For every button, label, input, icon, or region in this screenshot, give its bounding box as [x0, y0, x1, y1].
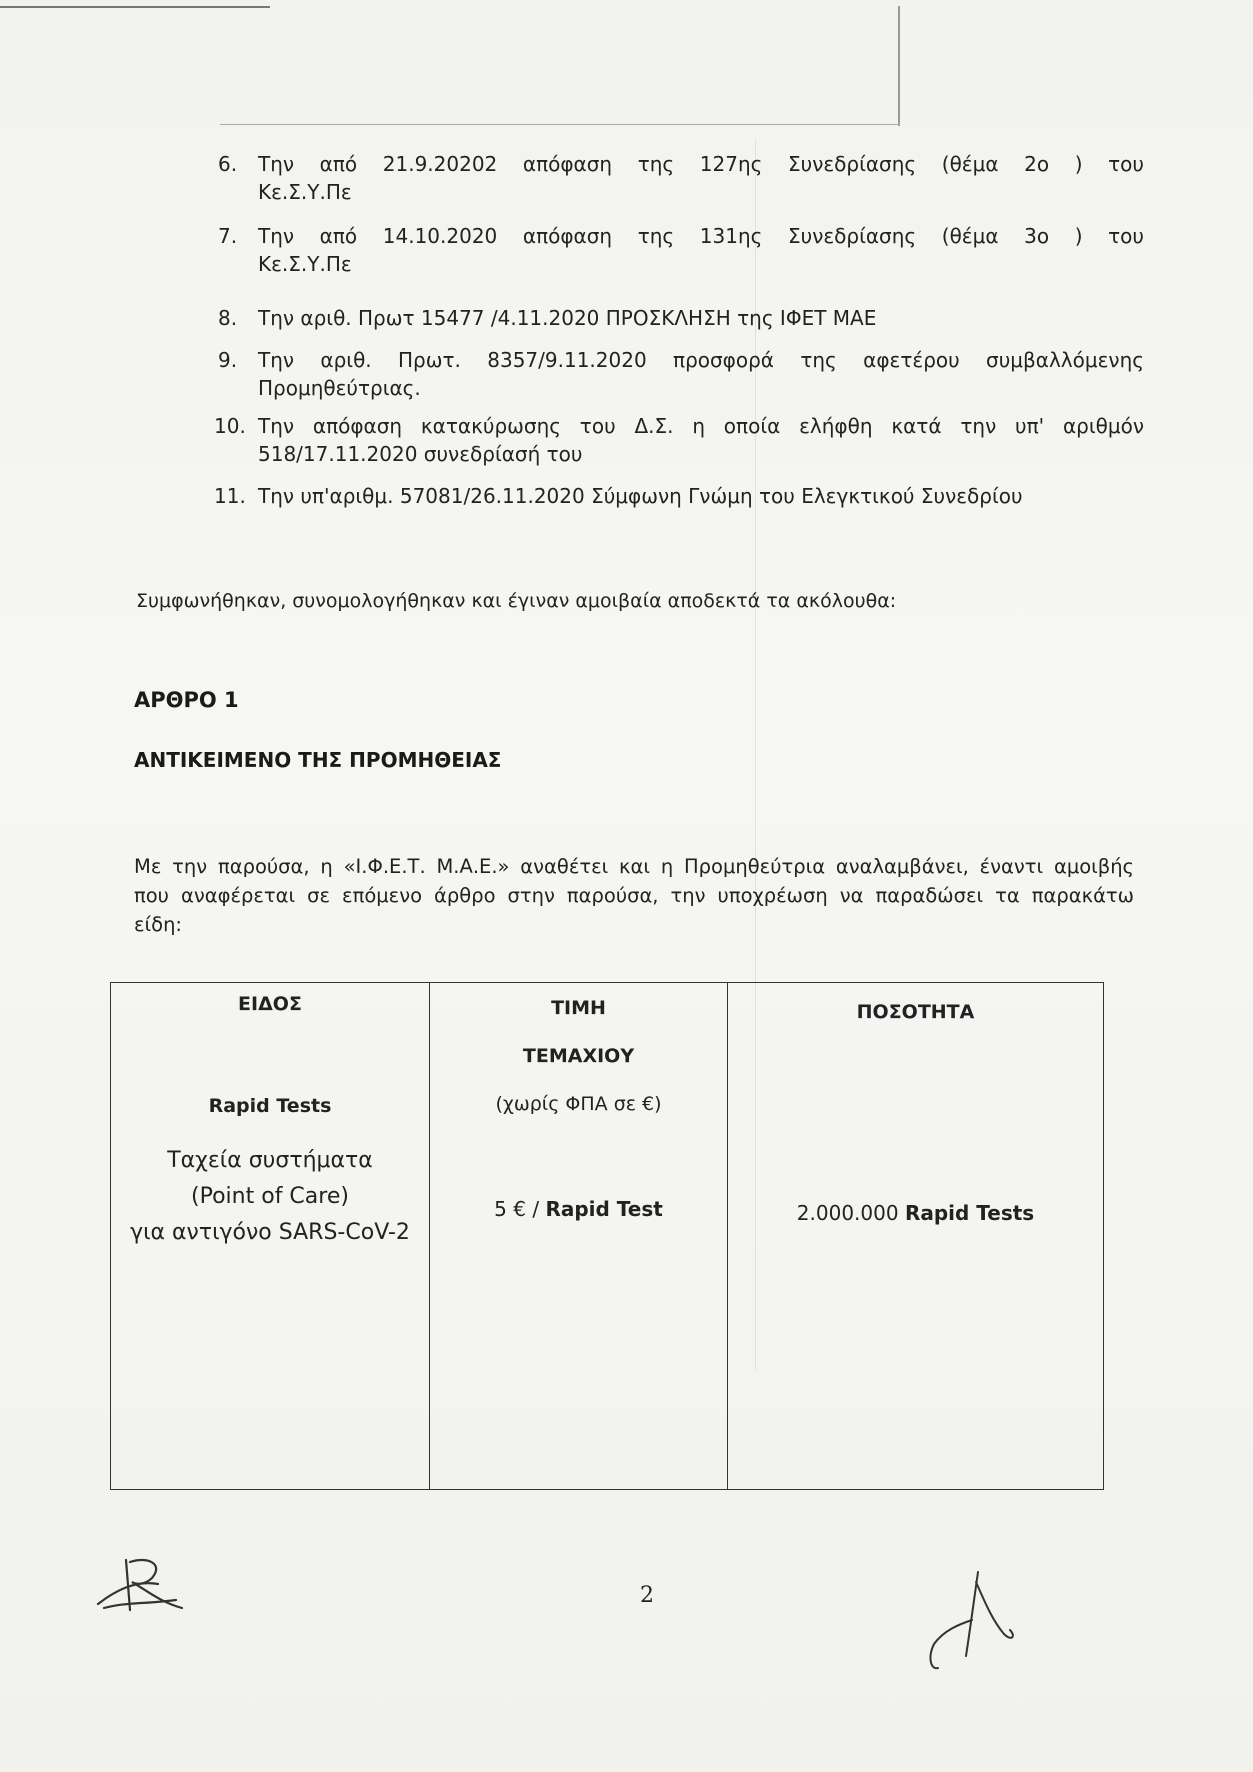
- table-cell-price: [430, 983, 728, 1490]
- unit-price-amount: 5 € /: [494, 1197, 546, 1221]
- item-description: [111, 1143, 429, 1251]
- agreement-statement: Συμφωνήθηκαν, συνομολογήθηκαν και έγιναν αμοιβαία αποδεκτά τα ακόλουθα:: [136, 590, 897, 612]
- paragraph-line: είδη:: [134, 913, 182, 936]
- column-header-price: ΤΙΜΗ: [551, 997, 606, 1019]
- list-item-text: Την απόφαση κατακύρωσης του Δ.Σ. η οποία ελήφθη κατά την υπ' αριθμόν: [258, 414, 1144, 438]
- page-number: 2: [640, 1583, 654, 1608]
- list-item-continuation: Κε.Σ.Υ.Πε: [258, 180, 352, 204]
- item-description-line: Ταχεία συστήματα: [167, 1148, 373, 1173]
- scan-edge-top-right: [898, 6, 900, 126]
- list-item-text: Την από 14.10.2020 απόφαση της 131ης Συνεδρίασης (θέμα 3ο ) του: [258, 224, 1144, 248]
- unit-price: [430, 1197, 727, 1221]
- list-item-continuation: Κε.Σ.Υ.Πε: [258, 252, 352, 276]
- list-item-number: 9.: [218, 348, 238, 372]
- article-subtitle: ΑΝΤΙΚΕΙΜΕΝΟ ΤΗΣ ΠΡΟΜΗΘΕΙΑΣ: [134, 748, 502, 772]
- list-item-number: 10.: [214, 414, 246, 438]
- item-subheader: Rapid Tests: [208, 1095, 332, 1117]
- table-cell-item: [111, 983, 430, 1490]
- list-item-number: 6.: [218, 152, 238, 176]
- list-item-text: Την από 21.9.20202 απόφαση της 127ης Συνεδρίασης (θέμα 2ο ) του: [258, 152, 1144, 176]
- scan-edge-top-left: [0, 6, 270, 8]
- items-table: [110, 982, 1104, 1490]
- table-row: [111, 983, 1104, 1490]
- signature-left: [86, 1550, 196, 1620]
- list-item-continuation: 518/17.11.2020 συνεδρίασή του: [258, 442, 583, 466]
- list-item-text: Την αριθ. Πρωτ 15477 /4.11.2020 ΠΡΟΣΚΛΗΣΗ της ΙΦΕΤ ΜΑΕ: [258, 306, 877, 330]
- list-item-continuation: Προμηθεύτριας.: [258, 376, 421, 400]
- paragraph-line: Με την παρούσα, η «Ι.Φ.Ε.Τ. Μ.Α.Ε.» αναθέτει και η Προμηθεύτρια αναλαμβάνει, έναντι αμοιβής: [134, 855, 1134, 878]
- list-item-number: 7.: [218, 224, 238, 248]
- unit-price-unit: Rapid Test: [545, 1197, 663, 1221]
- column-header-item: ΕΙΔΟΣ: [238, 993, 302, 1015]
- item-description-line: για αντιγόνο SARS-CoV-2: [130, 1220, 410, 1245]
- scan-edge-header: [220, 124, 900, 125]
- column-header-quantity: ΠΟΣΟΤΗΤΑ: [856, 1001, 975, 1023]
- article-paragraph: [134, 852, 1134, 939]
- price-vat-note: (χωρίς ΦΠΑ σε €): [495, 1093, 662, 1115]
- quantity-amount: 2.000.000: [796, 1201, 905, 1225]
- column-header-price-line2: ΤΕΜΑΧΙΟΥ: [522, 1045, 635, 1067]
- item-description-line: (Point of Care): [191, 1184, 349, 1209]
- list-item-text: Την υπ'αριθμ. 57081/26.11.2020 Σύμφωνη Γνώμη του Ελεγκτικού Συνεδρίου: [258, 484, 1023, 508]
- signature-right: [920, 1560, 1030, 1680]
- article-title: ΑΡΘΡΟ 1: [134, 688, 239, 712]
- paragraph-line: που αναφέρεται σε επόμενο άρθρο στην παρούσα, την υποχρέωση να παραδώσει τα παρακάτω: [134, 884, 1134, 907]
- quantity-value: [728, 1201, 1103, 1225]
- list-item-text: Την αριθ. Πρωτ. 8357/9.11.2020 προσφορά της αφετέρου συμβαλλόμενης: [258, 348, 1144, 372]
- quantity-unit: Rapid Tests: [904, 1201, 1035, 1225]
- list-item-number: 8.: [218, 306, 238, 330]
- list-item-number: 11.: [214, 484, 246, 508]
- table-cell-quantity: [728, 983, 1104, 1490]
